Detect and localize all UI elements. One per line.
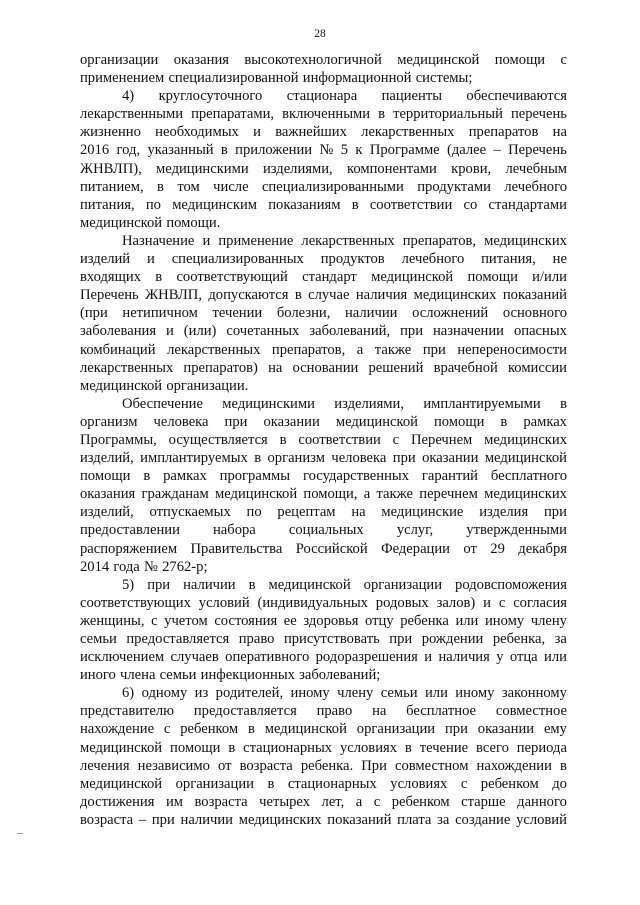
text-line: организации оказания высокотехнологичной медицинской помощи с bbox=[80, 52, 567, 68]
text-line: организм человека при оказании медицинской помощи в рамках bbox=[80, 413, 567, 430]
text-line: медицинской организации. bbox=[80, 377, 249, 394]
text-line: 2014 года № 2762-р; bbox=[80, 558, 208, 575]
text-line: изделий, имплантируемых в организм человека при оказании медицинской bbox=[80, 450, 567, 467]
text-line: оказания гражданам медицинской помощи, а также перечнем медицинских bbox=[80, 486, 567, 503]
body-text bbox=[80, 51, 567, 829]
text-line: Обеспечение медицинскими изделиями, имплантируемыми в bbox=[122, 395, 567, 412]
text-line: Назначение и применение лекарственных препаратов, медицинских bbox=[122, 232, 567, 249]
text-line: лекарственных препаратов) на основании решений врачебной комиссии bbox=[80, 359, 567, 376]
text-line: Программы, осуществляется в соответствии с Перечнем медицинских bbox=[80, 431, 567, 448]
margin-mark bbox=[17, 833, 23, 834]
text-line: нахождение с ребенком в медицинской организации при оказании ему bbox=[80, 721, 567, 738]
page-number: 28 bbox=[314, 28, 326, 40]
text-line: медицинской помощи. bbox=[80, 214, 221, 231]
text-line: медицинской помощи в стационарных условиях в течение всего периода bbox=[80, 739, 567, 756]
text-line: помощи в рамках программы государственных гарантий бесплатного bbox=[80, 468, 567, 485]
text-line: семьи предоставляется право присутствовать при рождении ребенка, за bbox=[80, 631, 567, 647]
text-line: (при нетипичном течении болезни, наличии осложнений основного bbox=[80, 305, 567, 322]
text-line: медицинской организации в стационарных условиях с ребенком до bbox=[80, 775, 567, 792]
text-line: 4) круглосуточного стационара пациенты обеспечиваются bbox=[122, 88, 567, 105]
text-line: соответствующих условий (индивидуальных родовых залов) и с согласия bbox=[80, 594, 567, 611]
text-line: иного члена семьи инфекционных заболеваний; bbox=[80, 667, 381, 684]
text-line: достижения им возраста четырех лет, а с ребенком старше данного bbox=[80, 793, 567, 810]
text-line: комбинаций лекарственных препаратов, а также при непереносимости bbox=[80, 341, 567, 358]
text-line: питания, по медицинским показаниям в соответствии со стандартами bbox=[80, 196, 567, 213]
text-line: лекарственными препаратами, включенными в территориальный перечень bbox=[80, 106, 567, 123]
text-line: применением специализированной информационной системы; bbox=[80, 70, 473, 87]
text-line: 2016 год, указанный в приложении № 5 к Программе (далее – Перечень bbox=[80, 142, 567, 159]
text-line: 5) при наличии в медицинской организации родовспоможения bbox=[122, 576, 567, 593]
text-line: распоряжением Правительства Российской Федерации от 29 декабря bbox=[80, 540, 567, 557]
text-line: исключением случаев оперативного родоразрешения и наличия у отца или bbox=[80, 649, 567, 666]
text-line: изделий, отпускаемых по рецептам на медицинские изделия при bbox=[80, 504, 567, 521]
text-line: лечения независимо от возраста ребенка. При совместном нахождении в bbox=[80, 757, 567, 774]
text-line: изделий и специализированных продуктов лечебного питания, не bbox=[80, 251, 567, 268]
text-line: заболевания и (или) сочетанных заболеваний, при назначении опасных bbox=[80, 323, 567, 340]
text-line: питанием, в том числе специализированными продуктами лечебного bbox=[80, 178, 567, 195]
text-line: 6) одному из родителей, иному члену семьи или иному законному bbox=[122, 685, 567, 702]
text-line: возраста – при наличии медицинских показаний плата за создание условий bbox=[80, 811, 567, 828]
text-line: женщины, с учетом состояния ее здоровья отцу ребенка или иному члену bbox=[80, 612, 567, 629]
text-line: предоставлении набора социальных услуг, утвержденными bbox=[80, 522, 567, 539]
text-line: ЖНВЛП), медицинскими изделиями, компонентами крови, лечебным bbox=[80, 160, 567, 177]
text-line: входящих в соответствующий стандарт медицинской помощи и/или bbox=[80, 269, 567, 286]
text-line: Перечень ЖНВЛП, допускаются в случае наличия медицинских показаний bbox=[80, 287, 567, 304]
text-line: представителю предоставляется право на бесплатное совместное bbox=[80, 703, 567, 720]
text-line: жизненно необходимых и важнейших лекарственных препаратов на bbox=[80, 124, 567, 141]
